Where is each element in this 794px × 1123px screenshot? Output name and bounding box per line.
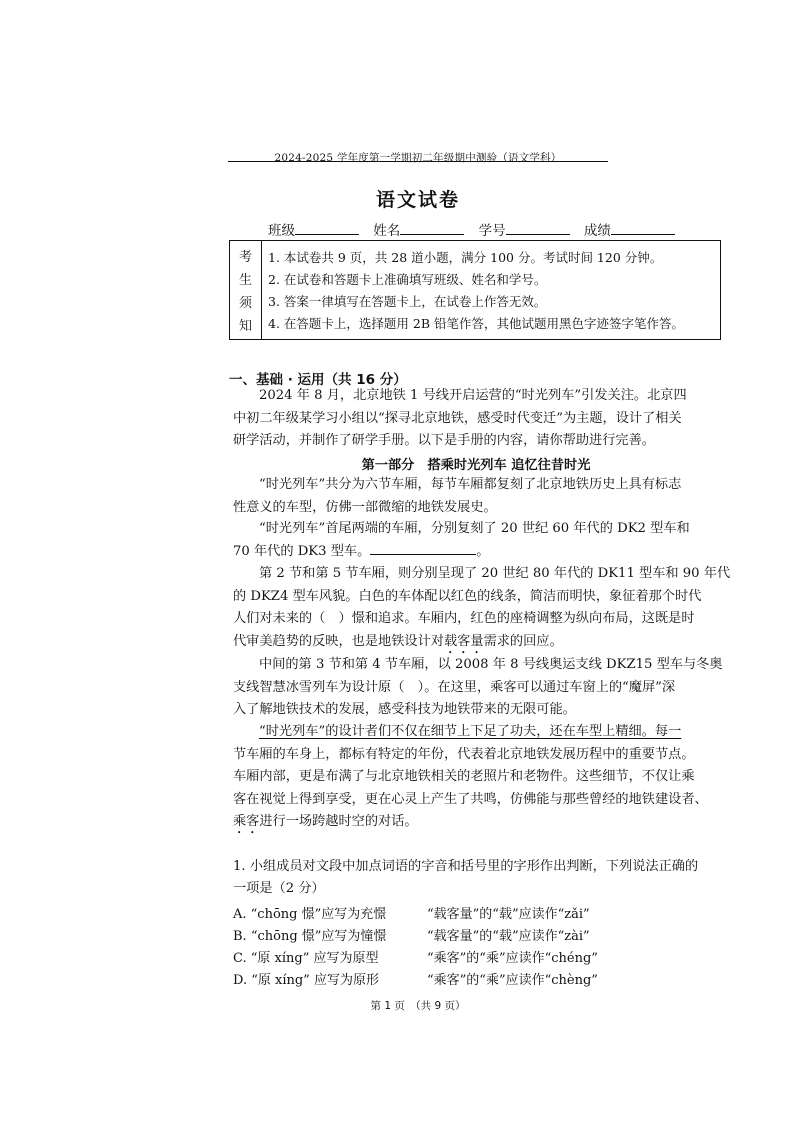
paragraph-4 bbox=[233, 654, 723, 722]
paragraph-2 bbox=[233, 518, 719, 563]
option-text: C. “原 xíng” 应写为原型 bbox=[233, 951, 379, 966]
score-label: 成绩 bbox=[583, 223, 611, 239]
option-text: D. “原 xíng” 应写为原形 bbox=[233, 973, 379, 988]
text-line: 车厢内部，更是布满了与北京地铁相关的老照片和老物件。这些细节，不仅让乘 bbox=[233, 769, 695, 784]
text-line: 70 年代的 DK3 型车。 。 bbox=[233, 543, 490, 559]
class-label: 班级 bbox=[268, 223, 295, 239]
paragraph-5 bbox=[233, 721, 719, 834]
student-info-row bbox=[268, 219, 685, 239]
text-line: 第 2 节和第 5 节车厢，则分别呈现了 20 世纪 80 年代的 DK11 型车和 90 年代 bbox=[259, 566, 731, 581]
option-text: “载客量”的“载”应读作“zǎi” bbox=[427, 907, 590, 922]
paragraph-1 bbox=[233, 474, 719, 519]
option-c bbox=[233, 947, 598, 966]
question-1-stem bbox=[233, 856, 723, 900]
text-line: 性意义的车型，仿佛一部微缩的地铁发展史。 bbox=[233, 499, 497, 515]
dotted-word: 乘客 bbox=[233, 814, 260, 829]
fill-blank bbox=[370, 542, 476, 555]
name-blank bbox=[400, 222, 464, 235]
text-fragment: 需求的回应。 bbox=[483, 633, 563, 649]
text-line: 支线智慧冰雪列车为设计原（ ）。在这里，乘客可以通过车窗上的“魔屏”深 bbox=[233, 679, 676, 695]
notice-item: 3. 答案一律填写在答题卡上，在试卷上作答无效。 bbox=[268, 294, 547, 309]
text-line: “时光列车”首尾两端的车厢，分别复刻了 20 世纪 60 年代的 DK2 型车和 bbox=[259, 521, 690, 536]
text-line: 的 DKZ4 型车风貌。白色的车体配以红色的线条，简洁而明快，象征着那个时代 bbox=[233, 588, 702, 604]
text-fragment: 70 年代的 DK3 型车。 bbox=[233, 543, 371, 559]
option-a bbox=[233, 903, 590, 922]
dotted-word: 载客量 bbox=[444, 633, 484, 649]
option-text: “乘客”的“乘”应读作“chèng” bbox=[427, 973, 598, 988]
text-line: 中间的第 3 节和第 4 节车厢，以 2008 年 8 号线奥运支线 DKZ15 型车与冬奥 bbox=[259, 657, 723, 672]
exam-header: 2024-2025 学年度第一学期初二年级期中测验（语文学科） bbox=[274, 152, 562, 164]
notice-items bbox=[268, 247, 718, 335]
notice-item: 1. 本试卷共 9 页，共 28 道小题，满分 100 分。考试时间 120 分钟。 bbox=[268, 250, 663, 265]
text-line bbox=[233, 631, 719, 654]
text-fragment: 代审美趋势的反映，也是地铁设计对 bbox=[233, 633, 444, 649]
option-text: A. “chōng 憬”应写为充憬 bbox=[233, 907, 387, 922]
text-line: 研学活动，并制作了研学手册。以下是手册的内容，请你帮助进行完善。 bbox=[233, 433, 655, 448]
number-label: 学号 bbox=[478, 223, 506, 239]
page-footer: 第 1 页 （共 9 页） bbox=[370, 1000, 466, 1012]
text-line: 人们对未来的（ ）憬和追求。车厢内，红色的座椅调整为纵向布局，这既是时 bbox=[233, 611, 695, 626]
option-d bbox=[233, 969, 598, 988]
text-line: 入了解地铁技术的发展，感受科技为地铁带来的无限可能。 bbox=[233, 702, 576, 717]
section-heading: 一、基础 · 运用（共 16 分） bbox=[229, 372, 407, 388]
number-blank bbox=[506, 222, 570, 235]
text-fragment: 进行一场跨越时空的对话。 bbox=[259, 814, 418, 829]
text-line bbox=[233, 811, 719, 834]
notice-label-char: 须 bbox=[238, 296, 252, 311]
text-line: “时光列车”的设计者们不仅在细节上下足了功夫，还在车型上精细。每一 bbox=[259, 724, 682, 739]
notice-item: 4. 在答题卡上，选择题用 2B 铅笔作答，其他试题用黑色字迹签字笔作答。 bbox=[268, 316, 684, 331]
option-text: B. “chōng 憬”应写为憧憬 bbox=[233, 929, 387, 944]
name-label: 姓名 bbox=[373, 223, 401, 239]
notice-label-char: 考 bbox=[238, 250, 252, 265]
header-divider bbox=[228, 161, 608, 162]
text-line: 节车厢的车身上，都标有特定的年份，代表着北京地铁发展历程中的重要节点。 bbox=[233, 746, 695, 762]
notice-label-char: 知 bbox=[238, 319, 252, 334]
option-text: “载客量”的“载”应读作“zài” bbox=[427, 929, 590, 944]
class-blank bbox=[295, 222, 359, 235]
notice-label bbox=[230, 241, 262, 339]
option-text: “乘客”的“乘”应读作“chéng” bbox=[427, 951, 598, 966]
text-line: “时光列车”共分为六节车厢，每节车厢都复刻了北京地铁历史上具有标志 bbox=[259, 477, 682, 492]
page-title: 语文试卷 bbox=[375, 189, 460, 211]
text-line: 2024 年 8 月，北京地铁 1 号线开启运营的“时光列车”引发关注。北京四 bbox=[259, 388, 687, 403]
score-blank bbox=[611, 222, 675, 235]
part-title: 第一部分 搭乘时光列车 追忆往昔时光 bbox=[361, 458, 591, 473]
exam-notice-box bbox=[229, 240, 721, 340]
text-line: 一项是（2 分） bbox=[233, 881, 325, 896]
text-line: 客在视觉上得到享受，更在心灵上产生了共鸣，仿佛能与那些曾经的地铁建设者、 bbox=[233, 791, 708, 807]
notice-item: 2. 在试卷和答题卡上准确填写班级、姓名和学号。 bbox=[268, 272, 547, 287]
notice-label-char: 生 bbox=[238, 273, 252, 288]
text-line: 1. 小组成员对文段中加点词语的字音和括号里的字形作出判断，下列说法正确的 bbox=[233, 859, 699, 874]
option-b bbox=[233, 925, 590, 944]
text-line: 中初二年级某学习小组以“探寻北京地铁，感受时代变迁”为主题，设计了相关 bbox=[233, 410, 682, 426]
paragraph-3 bbox=[233, 563, 731, 653]
intro-paragraph bbox=[233, 385, 719, 453]
